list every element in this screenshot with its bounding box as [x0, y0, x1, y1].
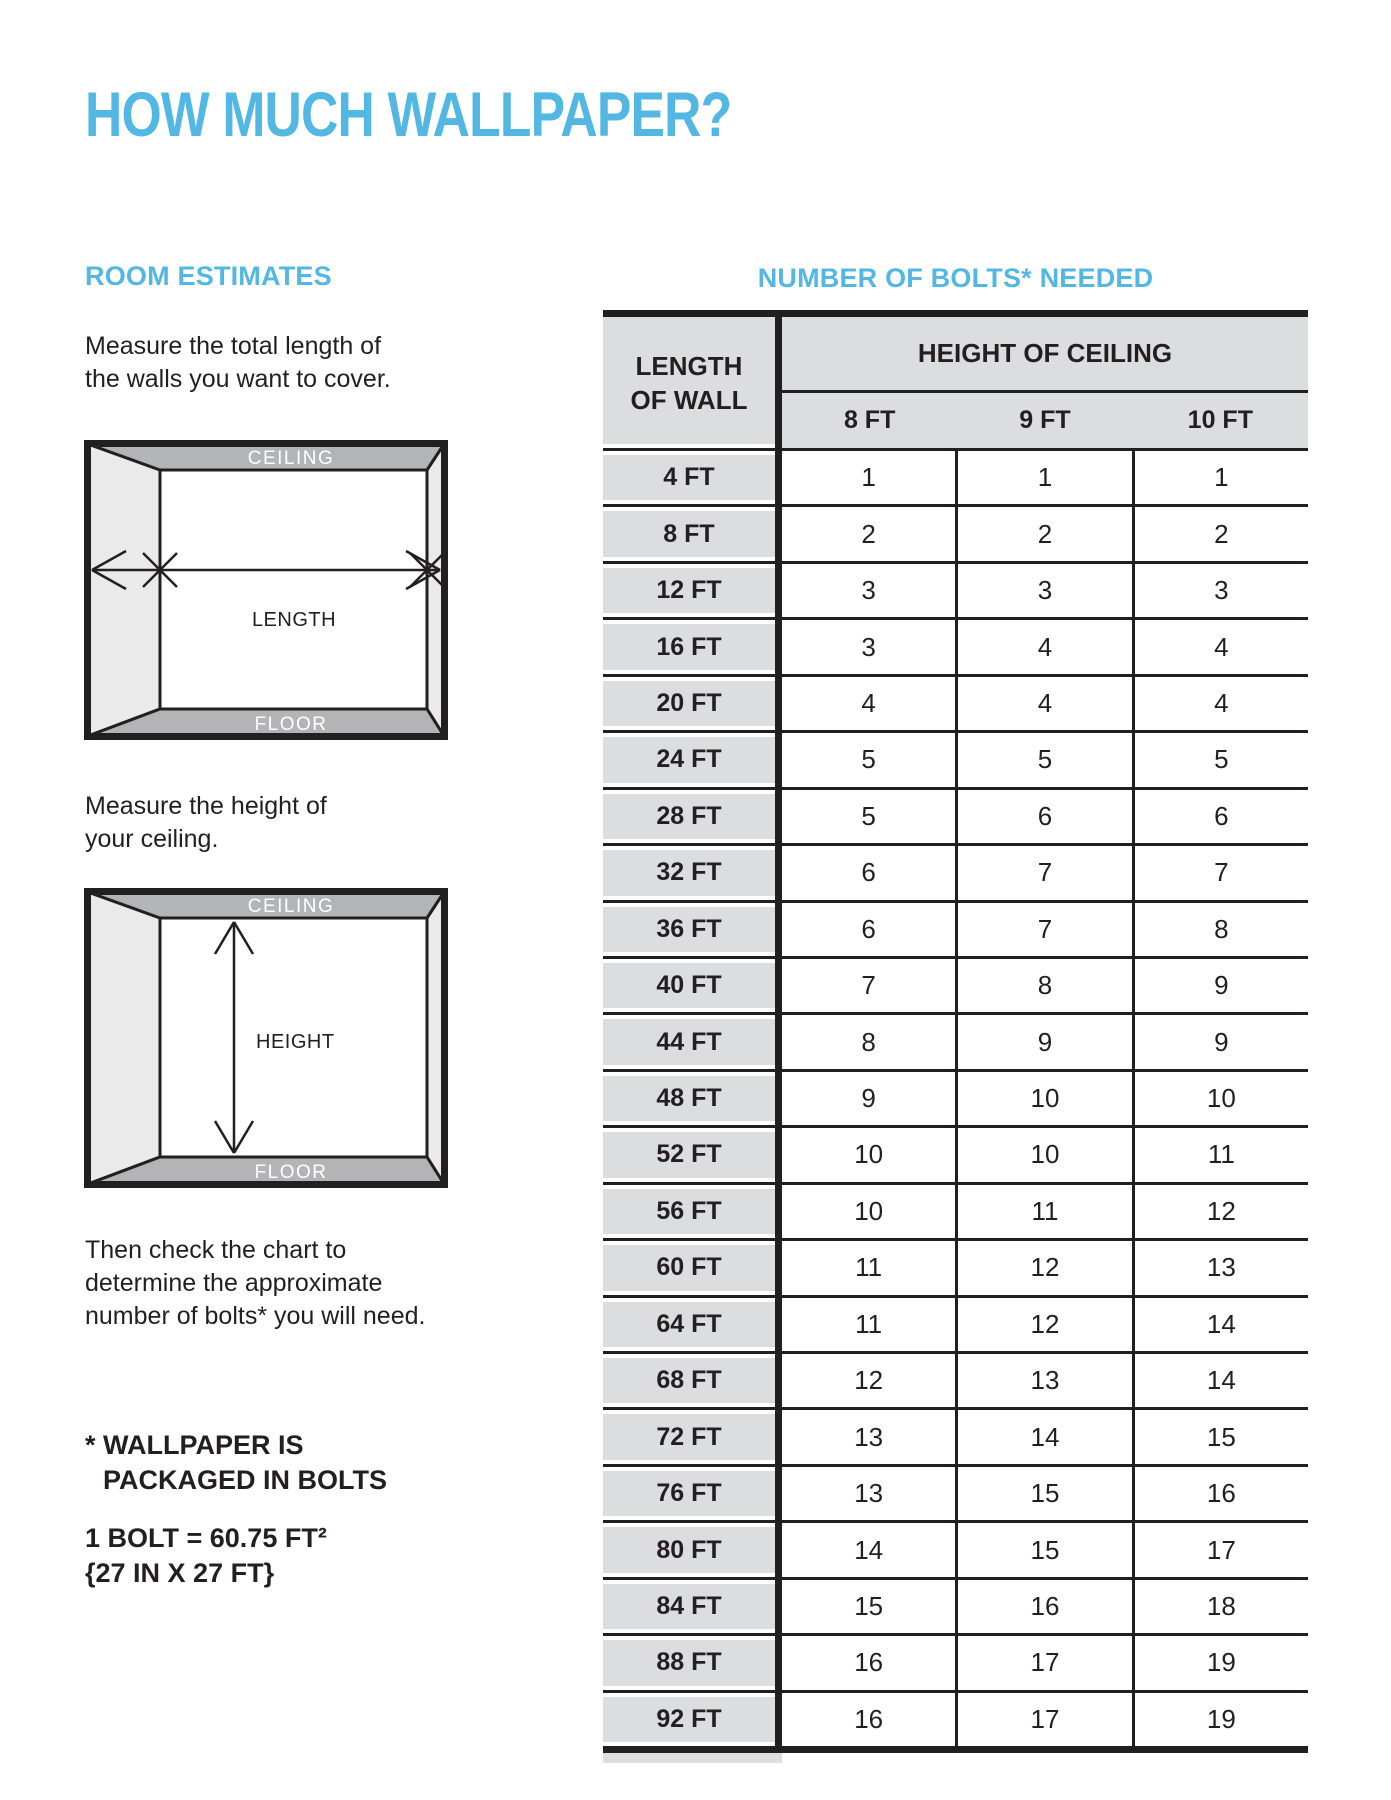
bolt-count-cell: 14	[955, 1410, 1131, 1463]
bolt-count-cell: 12	[1132, 1185, 1308, 1238]
bolt-count-cell: 11	[1132, 1128, 1308, 1181]
wallpaper-bolts-footnote	[85, 1428, 387, 1498]
wall-length-label: 88 FT	[603, 1636, 775, 1689]
bolt-count-cell: 4	[782, 677, 955, 730]
table-row	[603, 1295, 1308, 1351]
step3-line1: Then check the chart to	[85, 1236, 347, 1264]
step1-line2: the walls you want to cover.	[85, 365, 391, 393]
footnote-line2: PACKAGED IN BOLTS	[103, 1465, 388, 1495]
bolt-count-cell: 9	[955, 1015, 1131, 1068]
bolt-count-cell: 8	[1132, 903, 1308, 956]
step2-line1: Measure the height of	[85, 792, 327, 820]
bolt-count-cell: 2	[782, 507, 955, 560]
bolt-size-line1: 1 BOLT = 60.75 FT²	[85, 1523, 327, 1553]
bolt-count-cell: 16	[782, 1636, 955, 1689]
wall-length-label: 72 FT	[603, 1410, 775, 1463]
bolt-count-cell: 16	[955, 1580, 1131, 1633]
table-row	[603, 1125, 1308, 1181]
table-row	[603, 730, 1308, 786]
table-row	[603, 504, 1308, 560]
bolt-count-cell: 7	[955, 903, 1131, 956]
column-divider	[775, 1693, 782, 1746]
bolt-count-cell: 16	[782, 1693, 955, 1746]
bolt-count-cell: 7	[955, 846, 1131, 899]
wall-length-label: 16 FT	[603, 620, 775, 673]
table-row	[603, 1633, 1308, 1689]
height-room-diagram	[84, 888, 448, 1188]
bolt-count-cell: 8	[955, 959, 1131, 1012]
table-top-border	[603, 310, 1308, 317]
bolt-count-cell: 16	[1132, 1467, 1308, 1520]
bolt-count-cell: 11	[782, 1298, 955, 1351]
bolt-count-cell: 6	[782, 846, 955, 899]
bolt-count-cell: 7	[782, 959, 955, 1012]
wall-length-label: 68 FT	[603, 1354, 775, 1407]
wall-length-label: 64 FT	[603, 1298, 775, 1351]
table-row	[603, 900, 1308, 956]
bolt-count-cell: 14	[1132, 1354, 1308, 1407]
wall-length-label: 84 FT	[603, 1580, 775, 1633]
bolt-count-cell: 6	[955, 790, 1131, 843]
wall-length-label: 32 FT	[603, 846, 775, 899]
table-row	[603, 1351, 1308, 1407]
left-wall-shape	[88, 444, 160, 736]
bolt-count-cell: 1	[1132, 451, 1308, 504]
table-gray-stub	[603, 1753, 782, 1763]
step1-line1: Measure the total length of	[85, 332, 382, 360]
page-title: HOW MUCH WALLPAPER?	[85, 80, 732, 150]
bolt-count-cell: 1	[955, 451, 1131, 504]
step3-instruction	[85, 1234, 425, 1333]
col-header-8ft: 8 FT	[843, 406, 896, 434]
step3-line3: number of bolts* you will need.	[85, 1302, 426, 1330]
bolt-count-cell: 15	[1132, 1410, 1308, 1463]
bolt-count-cell: 14	[1132, 1298, 1308, 1351]
step2-instruction	[85, 790, 327, 856]
wall-length-label: 8 FT	[603, 507, 775, 560]
left-wall-shape	[88, 892, 160, 1184]
bolt-count-cell: 3	[782, 564, 955, 617]
bolt-size-info	[85, 1521, 327, 1591]
column-divider	[775, 1636, 782, 1689]
table-row	[603, 1577, 1308, 1633]
height-of-ceiling-header: HEIGHT OF CEILING	[782, 317, 1308, 393]
column-divider	[775, 1015, 782, 1068]
bolt-count-cell: 12	[782, 1354, 955, 1407]
wall-length-label: 76 FT	[603, 1467, 775, 1520]
length-of-wall-line1: LENGTH	[635, 350, 743, 381]
bolt-count-cell: 13	[782, 1467, 955, 1520]
table-row	[603, 448, 1308, 504]
length-room-diagram	[84, 440, 448, 740]
bolt-size-line2: {27 IN X 27 FT}	[85, 1558, 275, 1588]
bolt-count-cell: 19	[1132, 1693, 1308, 1746]
bolt-count-cell: 3	[955, 564, 1131, 617]
column-divider	[775, 733, 782, 786]
bolt-count-cell: 6	[782, 903, 955, 956]
bolt-count-cell: 4	[955, 677, 1131, 730]
column-divider	[775, 1128, 782, 1181]
bolt-count-cell: 19	[1132, 1636, 1308, 1689]
wall-length-label: 80 FT	[603, 1523, 775, 1576]
wall-length-label: 28 FT	[603, 790, 775, 843]
table-row	[603, 787, 1308, 843]
wall-length-label: 56 FT	[603, 1185, 775, 1238]
bolts-table-heading: NUMBER OF BOLTS* NEEDED	[757, 263, 1154, 293]
column-divider	[775, 959, 782, 1012]
table-row	[603, 1520, 1308, 1576]
table-row	[603, 956, 1308, 1012]
table-row	[603, 1069, 1308, 1125]
bolt-count-cell: 5	[782, 790, 955, 843]
wall-length-label: 20 FT	[603, 677, 775, 730]
column-divider	[775, 1523, 782, 1576]
bolt-count-cell: 4	[955, 620, 1131, 673]
ceiling-header-group	[782, 317, 1308, 448]
bolt-count-cell: 6	[1132, 790, 1308, 843]
wall-length-label: 24 FT	[603, 733, 775, 786]
bolt-count-cell: 12	[955, 1298, 1131, 1351]
column-divider	[775, 507, 782, 560]
wall-length-label: 12 FT	[603, 564, 775, 617]
floor-label: FLOOR	[254, 1162, 328, 1183]
bolt-count-cell: 10	[1132, 1072, 1308, 1125]
length-of-wall-line2: OF WALL	[630, 384, 748, 415]
bolt-count-cell: 9	[1132, 1015, 1308, 1068]
bolt-count-cell: 17	[955, 1693, 1131, 1746]
table-row	[603, 1690, 1308, 1746]
column-divider	[775, 1185, 782, 1238]
column-divider	[775, 1072, 782, 1125]
table-bottom-border	[603, 1746, 1308, 1753]
table-row	[603, 1238, 1308, 1294]
bolt-count-cell: 10	[955, 1128, 1131, 1181]
bolt-count-cell: 13	[1132, 1241, 1308, 1294]
column-divider	[775, 1580, 782, 1633]
length-of-wall-header	[603, 317, 775, 448]
bolt-count-cell: 10	[955, 1072, 1131, 1125]
bolt-count-cell: 17	[955, 1636, 1131, 1689]
table-row	[603, 1407, 1308, 1463]
step1-instruction	[85, 330, 391, 396]
ceiling-label: CEILING	[247, 896, 335, 917]
bolt-count-cell: 5	[955, 733, 1131, 786]
table-header	[603, 317, 1308, 448]
wall-length-label: 52 FT	[603, 1128, 775, 1181]
wall-length-label: 60 FT	[603, 1241, 775, 1294]
bolt-count-cell: 13	[955, 1354, 1131, 1407]
bolt-count-cell: 13	[782, 1410, 955, 1463]
wall-length-label: 92 FT	[603, 1693, 775, 1746]
wall-length-label: 40 FT	[603, 959, 775, 1012]
bolt-count-cell: 11	[782, 1241, 955, 1294]
column-divider	[775, 1354, 782, 1407]
bolt-count-cell: 2	[955, 507, 1131, 560]
bolt-count-cell: 9	[1132, 959, 1308, 1012]
column-divider	[775, 1467, 782, 1520]
bolt-count-cell: 4	[1132, 677, 1308, 730]
wall-length-label: 48 FT	[603, 1072, 775, 1125]
footnote-line1: * WALLPAPER IS	[85, 1430, 304, 1460]
bolt-count-cell: 18	[1132, 1580, 1308, 1633]
step2-line2: your ceiling.	[85, 825, 219, 853]
table-row	[603, 1012, 1308, 1068]
bolt-count-cell: 5	[782, 733, 955, 786]
bolt-count-cell: 8	[782, 1015, 955, 1068]
column-divider	[775, 620, 782, 673]
ceiling-label: CEILING	[247, 448, 335, 469]
bolt-count-cell: 7	[1132, 846, 1308, 899]
bolt-count-cell: 2	[1132, 507, 1308, 560]
col-header-9ft: 9 FT	[1019, 406, 1071, 434]
wall-length-label: 44 FT	[603, 1015, 775, 1068]
back-wall-shape	[160, 470, 427, 709]
bolt-count-cell: 15	[955, 1523, 1131, 1576]
column-divider	[775, 677, 782, 730]
column-divider	[775, 1298, 782, 1351]
column-divider	[775, 790, 782, 843]
bolt-count-cell: 11	[955, 1185, 1131, 1238]
bolt-count-cell: 15	[955, 1467, 1131, 1520]
bolt-count-cell: 15	[782, 1580, 955, 1633]
wall-length-label: 4 FT	[603, 451, 775, 504]
header-column-divider	[775, 317, 782, 448]
bolt-count-cell: 1	[782, 451, 955, 504]
table-row	[603, 674, 1308, 730]
bolt-count-cell: 4	[1132, 620, 1308, 673]
bolt-count-cell: 14	[782, 1523, 955, 1576]
table-row	[603, 617, 1308, 673]
table-row	[603, 561, 1308, 617]
bolt-count-cell: 5	[1132, 733, 1308, 786]
height-label: HEIGHT	[256, 1031, 335, 1053]
column-divider	[775, 1410, 782, 1463]
bolts-table	[603, 310, 1308, 1763]
table-body	[603, 448, 1308, 1746]
bolt-count-cell: 10	[782, 1128, 955, 1181]
step3-line2: determine the approximate	[85, 1269, 383, 1297]
wall-length-label: 36 FT	[603, 903, 775, 956]
bolt-count-cell: 3	[1132, 564, 1308, 617]
col-header-10ft: 10 FT	[1187, 406, 1253, 434]
column-divider	[775, 903, 782, 956]
room-estimates-heading: ROOM ESTIMATES	[85, 261, 332, 291]
column-divider	[775, 451, 782, 504]
bolt-count-cell: 12	[955, 1241, 1131, 1294]
bolt-count-cell: 17	[1132, 1523, 1308, 1576]
ceiling-height-subheaders	[782, 393, 1308, 448]
bolt-count-cell: 3	[782, 620, 955, 673]
floor-label: FLOOR	[254, 714, 328, 735]
length-label: LENGTH	[251, 609, 337, 631]
bolt-count-cell: 9	[782, 1072, 955, 1125]
table-row	[603, 1182, 1308, 1238]
table-row	[603, 843, 1308, 899]
bolt-count-cell: 10	[782, 1185, 955, 1238]
column-divider	[775, 846, 782, 899]
column-divider	[775, 564, 782, 617]
column-divider	[775, 1241, 782, 1294]
table-row	[603, 1464, 1308, 1520]
